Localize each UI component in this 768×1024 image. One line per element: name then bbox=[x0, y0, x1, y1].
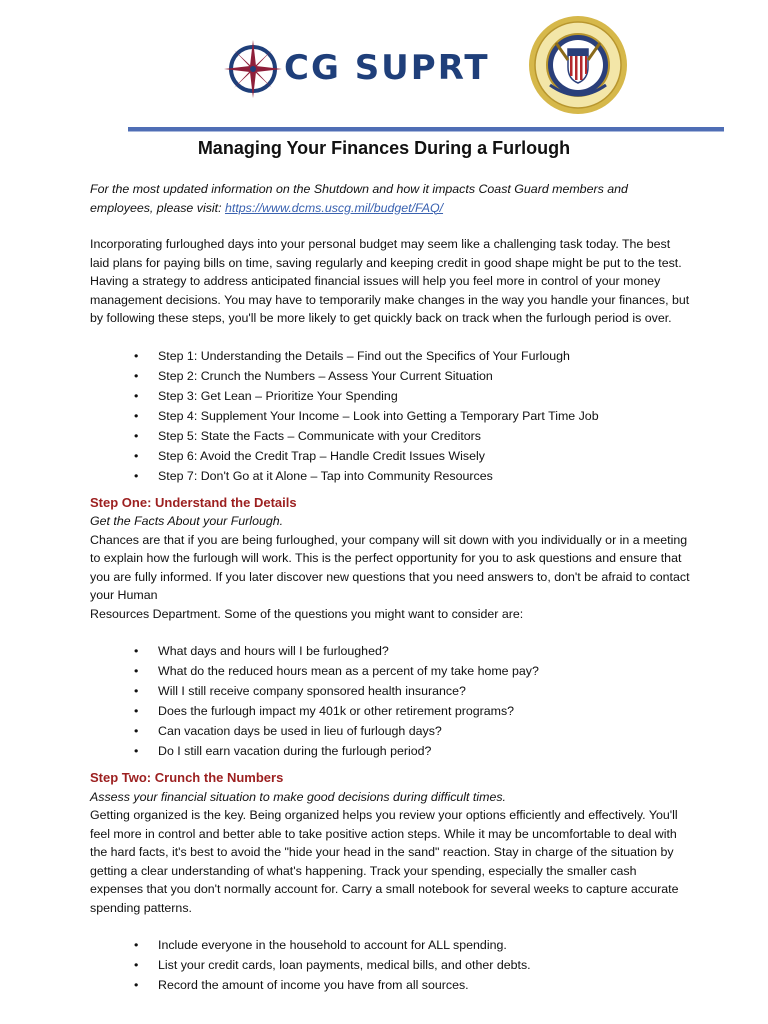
list-item: • Can vacation days be used in lieu of furlough days? bbox=[90, 721, 690, 741]
section-subheading: Assess your financial situation to make good decisions during difficult times. bbox=[90, 789, 506, 804]
list-item: • Step 1: Understanding the Details – Find out the Specifics of Your Furlough bbox=[90, 346, 690, 366]
organize-list bbox=[90, 935, 690, 995]
list-item: • What do the reduced hours mean as a percent of my take home pay? bbox=[90, 661, 690, 681]
list-item: • Record the amount of income you have from all sources. bbox=[90, 975, 690, 995]
list-item: • Step 4: Supplement Your Income – Look into Getting a Temporary Part Time Job bbox=[90, 406, 690, 426]
page-title: Managing Your Finances During a Furlough bbox=[197, 138, 571, 158]
overview-paragraph: Incorporating furloughed days into your personal budget may seem like a challenging task today. The best laid plans for paying bills on time, saving regularly and keeping credit in good shape might be put to the test. Having a strategy to address anticipated financial issues will help you feel more in control of your money management decisions. You may have to temporarily make changes in the way you handle your finances, but by following these steps, you'll be more likely to get quickly back on track when the furlough period is over. bbox=[90, 237, 690, 325]
list-item: • Step 3: Get Lean – Prioritize Your Spending bbox=[90, 386, 690, 406]
list-item: • Step 7: Don't Go at it Alone – Tap into Community Resources bbox=[90, 466, 690, 486]
intro-text: For the most updated information on the Shutdown and how it impacts Coast Guard members and employees, please visit: bbox=[90, 182, 628, 215]
section-body: Chances are that if you are being furloughed, your company will sit down with you individually or in a meeting to explain how the furlough will work. This is the perfect opportunity for you to ask questions and ensure that you are fully informed. If you later discover new questions that you need answers to, don't be afraid to contact your Human bbox=[90, 532, 690, 602]
steps-list bbox=[90, 346, 690, 486]
intro-paragraph bbox=[90, 180, 690, 217]
list-item: • Will I still receive company sponsored health insurance? bbox=[90, 681, 690, 701]
section-body-continued: Resources Department. Some of the questions you might want to consider are: bbox=[90, 606, 524, 621]
questions-list bbox=[90, 641, 690, 761]
cg-suprt-logo bbox=[222, 34, 512, 104]
list-item: • Include everyone in the household to account for ALL spending. bbox=[90, 935, 690, 955]
list-item: • Does the furlough impact my 401k or other retirement programs? bbox=[90, 701, 690, 721]
brand-name: CG SUPRT bbox=[284, 48, 490, 88]
section-heading-step-one: Step One: Understand the Details bbox=[90, 494, 297, 510]
section-body: Getting organized is the key. Being organized helps you review your options efficiently and effectively. You'll feel more in control and better able to take positive action steps. While it may be uncomfortable to deal with the hard facts, it's best to avoid the "hide your head in the sand" reaction. Stay in charge of the situation by getting a clear understanding of what's happening. Track your spending, especially the smaller cash expenses that you don't normally account for. Carry a small notebook for several weeks to capture accurate spending patterns. bbox=[90, 808, 679, 915]
document-body bbox=[90, 180, 690, 995]
section-subheading: Get the Facts About your Furlough. bbox=[90, 514, 284, 528]
list-item: • Step 2: Crunch the Numbers – Assess Your Current Situation bbox=[90, 366, 690, 386]
list-item: • List your credit cards, loan payments, medical bills, and other debts. bbox=[90, 955, 690, 975]
compass-rose-icon bbox=[222, 38, 284, 100]
faq-link[interactable]: https://www.dcms.uscg.mil/budget/FAQ/ bbox=[224, 200, 444, 215]
list-item: • What days and hours will I be furloughed? bbox=[90, 641, 690, 661]
coast-guard-seal-icon bbox=[528, 15, 628, 115]
list-item: • Step 6: Avoid the Credit Trap – Handle Credit Issues Wisely bbox=[90, 446, 690, 466]
header-divider bbox=[128, 127, 724, 132]
section-heading-step-two: Step Two: Crunch the Numbers bbox=[90, 770, 284, 785]
list-item: • Do I still earn vacation during the furlough period? bbox=[90, 741, 690, 761]
list-item: • Step 5: State the Facts – Communicate with your Creditors bbox=[90, 426, 690, 446]
